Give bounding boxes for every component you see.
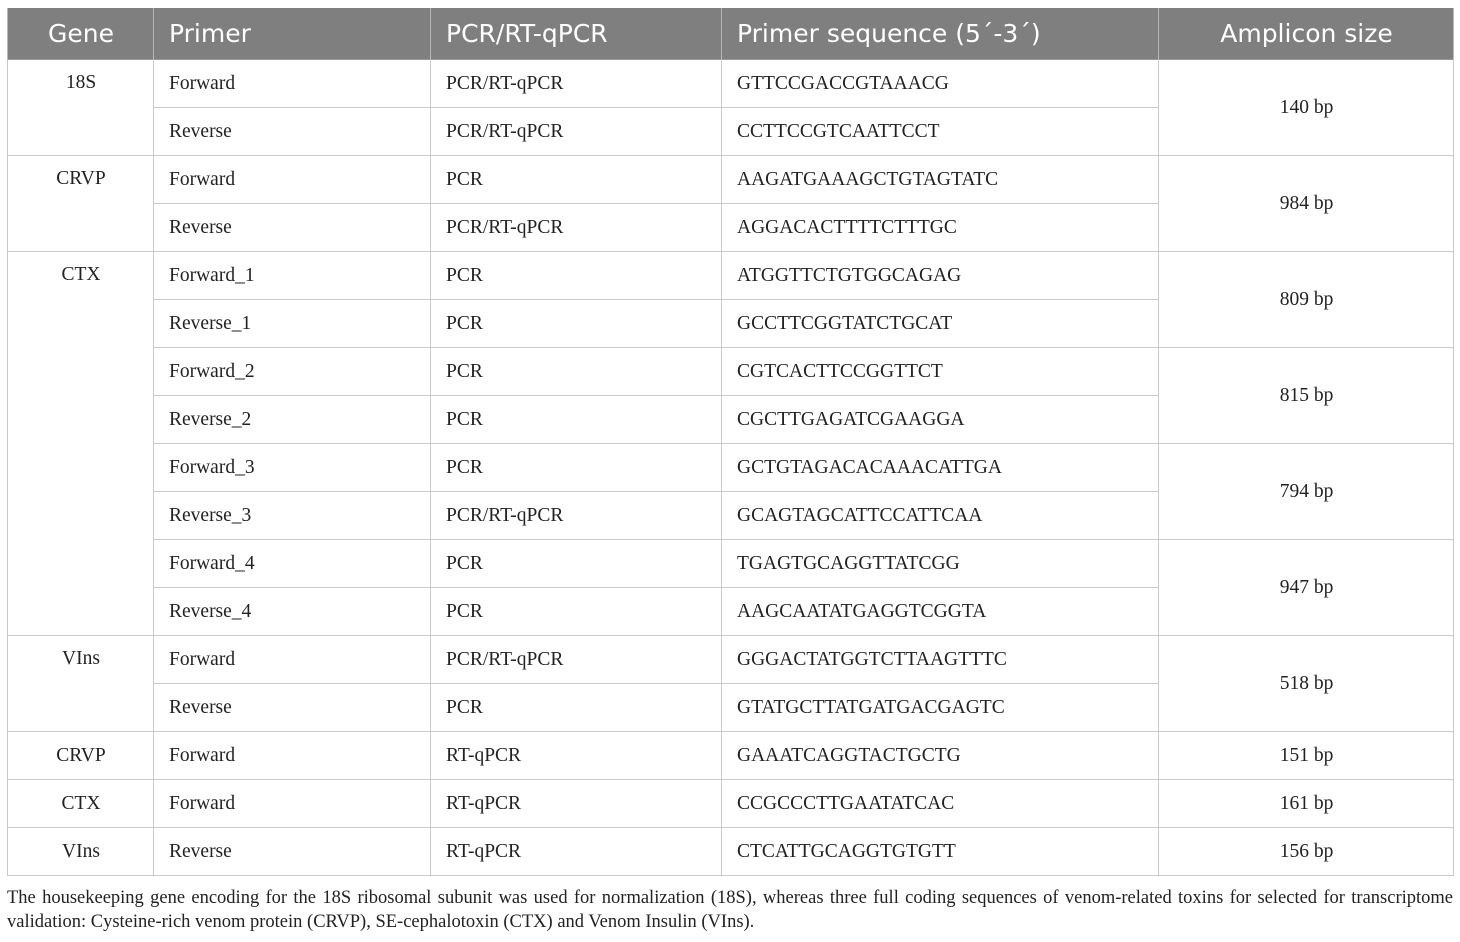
gene-cell: CRVP [8,156,154,252]
header-method: PCR/RT-qPCR [431,8,722,60]
gene-cell: VIns [8,636,154,732]
table-row [8,636,1454,684]
table-row [8,540,1454,588]
sequence-cell: ATGGTTCTGTGGCAGAG [722,252,1159,300]
primer-cell: Reverse [154,684,431,732]
sequence-cell: CCGCCCTTGAATATCAC [722,780,1159,828]
primer-table [7,8,1454,876]
sequence-cell: CGTCACTTCCGGTTCT [722,348,1159,396]
primer-cell: Reverse_4 [154,588,431,636]
gene-cell: CTX [8,780,154,828]
method-cell: PCR [431,588,722,636]
primer-cell: Forward [154,732,431,780]
sequence-cell: AAGATGAAAGCTGTAGTATC [722,156,1159,204]
sequence-cell: AGGACACTTTTCTTTGC [722,204,1159,252]
method-cell: PCR/RT-qPCR [431,108,722,156]
method-cell: PCR/RT-qPCR [431,60,722,108]
method-cell: PCR [431,300,722,348]
primer-cell: Forward_2 [154,348,431,396]
primer-cell: Reverse [154,828,431,876]
table-row [8,60,1454,108]
header-gene: Gene [8,8,154,60]
sequence-cell: GTTCCGACCGTAAACG [722,60,1159,108]
sequence-cell: AAGCAATATGAGGTCGGTA [722,588,1159,636]
sequence-cell: CTCATTGCAGGTGTGTT [722,828,1159,876]
method-cell: PCR [431,396,722,444]
sequence-cell: GCTGTAGACACAAACATTGA [722,444,1159,492]
amplicon-cell: 140 bp [1159,60,1454,156]
table-row [8,732,1454,780]
sequence-cell: GAAATCAGGTACTGCTG [722,732,1159,780]
table-row [8,348,1454,396]
primer-cell: Reverse_2 [154,396,431,444]
method-cell: RT-qPCR [431,780,722,828]
header-primer: Primer [154,8,431,60]
table-footnote: The housekeeping gene encoding for the 18S ribosomal subunit was used for normalization (18S), whereas three full coding sequences of venom-related toxins for selected for transcriptome validation: Cysteine-rich venom protein (CRVP), SE-cephalotoxin (CTX) and Venom Insulin (VIns). [7,888,1453,932]
primer-cell: Reverse [154,204,431,252]
amplicon-cell: 794 bp [1159,444,1454,540]
amplicon-cell: 984 bp [1159,156,1454,252]
gene-cell: 18S [8,60,154,156]
sequence-cell: GTATGCTTATGATGACGAGTC [722,684,1159,732]
table-row [8,156,1454,204]
primer-cell: Forward [154,60,431,108]
primer-cell: Reverse [154,108,431,156]
amplicon-cell: 809 bp [1159,252,1454,348]
gene-cell: CRVP [8,732,154,780]
gene-cell: CTX [8,252,154,636]
method-cell: RT-qPCR [431,828,722,876]
method-cell: PCR/RT-qPCR [431,636,722,684]
sequence-cell: CCTTCCGTCAATTCCT [722,108,1159,156]
primer-table-container [7,8,1453,876]
sequence-cell: GCCTTCGGTATCTGCAT [722,300,1159,348]
table-row [8,780,1454,828]
method-cell: PCR [431,540,722,588]
method-cell: PCR [431,156,722,204]
table-row [8,252,1454,300]
method-cell: RT-qPCR [431,732,722,780]
sequence-cell: GGGACTATGGTCTTAAGTTTC [722,636,1159,684]
primer-cell: Forward [154,636,431,684]
amplicon-cell: 161 bp [1159,780,1454,828]
sequence-cell: GCAGTAGCATTCCATTCAA [722,492,1159,540]
sequence-cell: TGAGTGCAGGTTATCGG [722,540,1159,588]
header-row [8,8,1454,60]
header-sequence: Primer sequence (5´-3´) [722,8,1159,60]
sequence-cell: CGCTTGAGATCGAAGGA [722,396,1159,444]
table-row [8,828,1454,876]
method-cell: PCR/RT-qPCR [431,492,722,540]
amplicon-cell: 156 bp [1159,828,1454,876]
method-cell: PCR [431,684,722,732]
amplicon-cell: 947 bp [1159,540,1454,636]
primer-cell: Forward [154,156,431,204]
primer-cell: Reverse_1 [154,300,431,348]
amplicon-cell: 815 bp [1159,348,1454,444]
table-row [8,444,1454,492]
header-amplicon: Amplicon size [1159,8,1454,60]
primer-cell: Reverse_3 [154,492,431,540]
method-cell: PCR [431,444,722,492]
primer-cell: Forward_4 [154,540,431,588]
primer-cell: Forward [154,780,431,828]
method-cell: PCR [431,252,722,300]
method-cell: PCR [431,348,722,396]
method-cell: PCR/RT-qPCR [431,204,722,252]
primer-cell: Forward_1 [154,252,431,300]
gene-cell: VIns [8,828,154,876]
primer-cell: Forward_3 [154,444,431,492]
amplicon-cell: 518 bp [1159,636,1454,732]
amplicon-cell: 151 bp [1159,732,1454,780]
